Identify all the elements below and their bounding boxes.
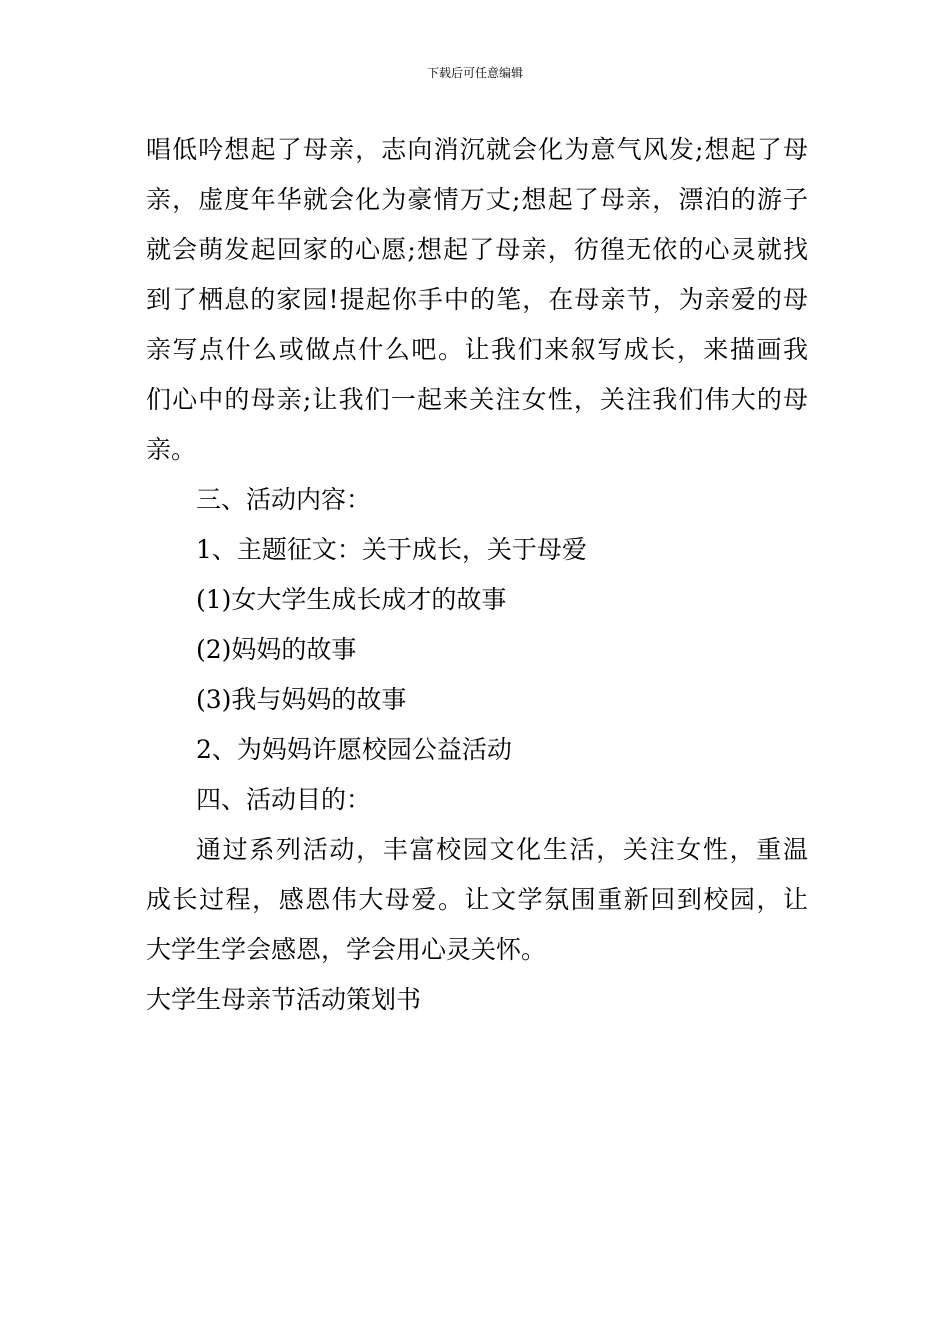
list-item-charity: 2、为妈妈许愿校园公益活动 [196, 735, 512, 764]
sub-item-1: (1)女大学生成长成才的故事 [196, 585, 507, 614]
section-heading-content: 三、活动内容： [196, 485, 372, 514]
purpose-paragraph [146, 825, 808, 975]
paragraph-line: 大学生学会感恩，学会用心灵关怀。 [146, 935, 547, 964]
paragraph-line: 们心中的母亲;让我们一起来关注女性，关注我们伟大的母 [146, 385, 808, 414]
document-body [146, 125, 808, 1025]
section-heading-purpose: 四、活动目的： [196, 785, 372, 814]
paragraph-line: 亲。 [146, 435, 197, 464]
sub-item-3: (3)我与妈妈的故事 [196, 685, 407, 714]
paragraph-line: 成长过程，感恩伟大母爱。让文学氛围重新回到校园，让 [146, 885, 808, 914]
paragraph-line: 亲，虚度年华就会化为豪情万丈;想起了母亲，漂泊的游子 [146, 185, 808, 214]
paragraph-line: 亲写点什么或做点什么吧。让我们来叙写成长，来描画我 [146, 335, 808, 364]
sub-item-2: (2)妈妈的故事 [196, 635, 357, 664]
list-item-essay: 1、主题征文：关于成长，关于母爱 [196, 535, 587, 564]
paragraph-line: 唱低吟想起了母亲，志向消沉就会化为意气风发;想起了母 [146, 135, 808, 164]
paragraph-line: 通过系列活动，丰富校园文化生活，关注女性，重温 [196, 835, 808, 864]
document-title-footer: 大学生母亲节活动策划书 [146, 985, 422, 1014]
page-header: 下载后可任意编辑 [426, 66, 523, 80]
paragraph-line: 就会萌发起回家的心愿;想起了母亲，彷徨无依的心灵就找 [146, 235, 808, 264]
intro-paragraph [146, 125, 808, 475]
paragraph-line: 到了栖息的家园!提起你手中的笔，在母亲节，为亲爱的母 [146, 285, 808, 314]
